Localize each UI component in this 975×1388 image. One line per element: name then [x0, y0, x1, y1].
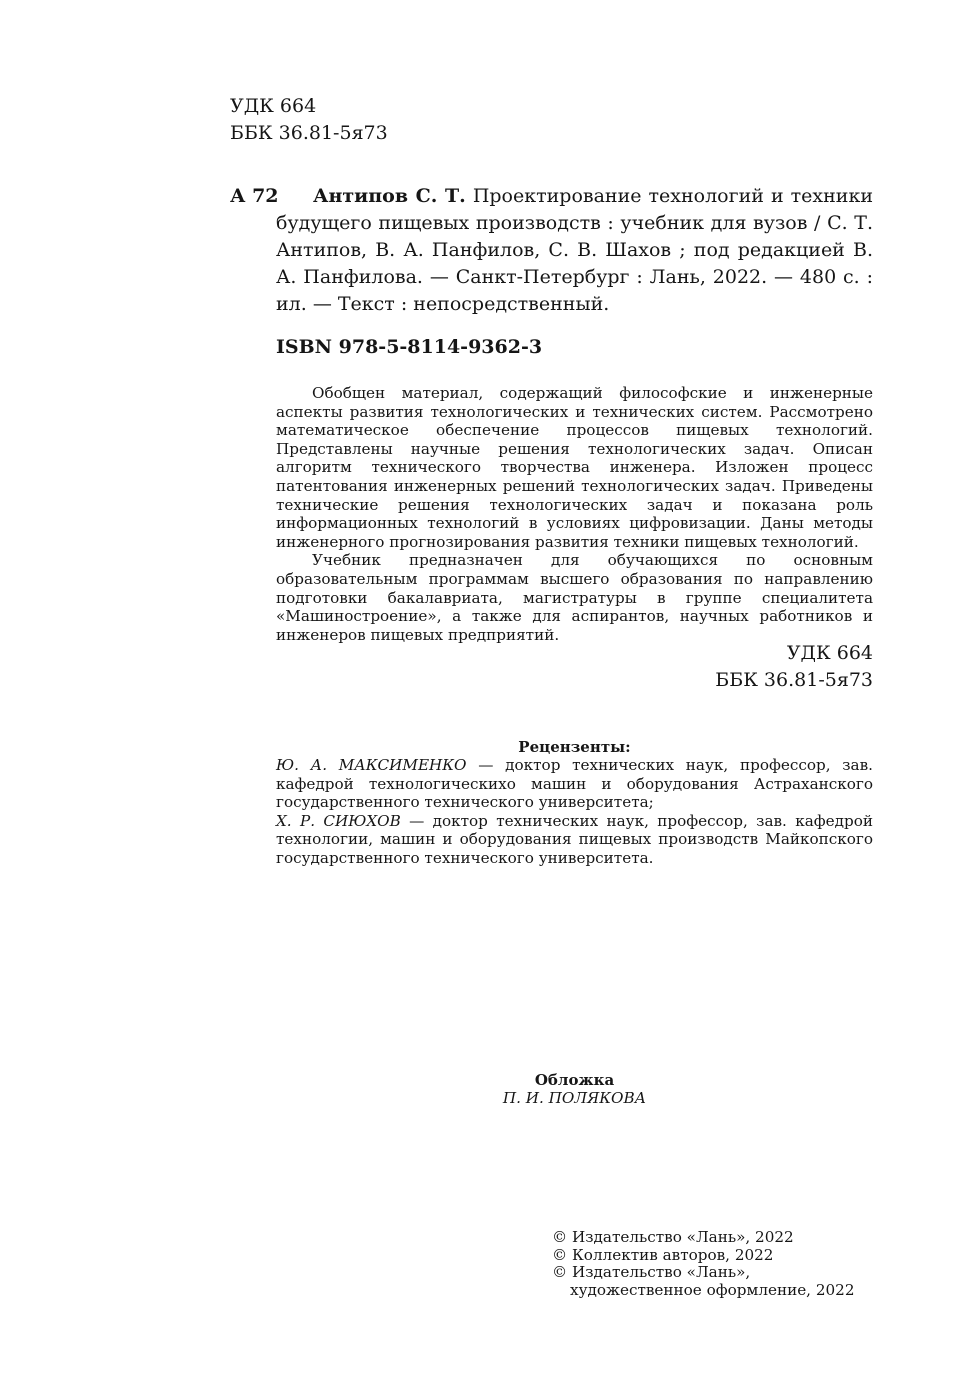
cover-designer: П. И. ПОЛЯКОВА [502, 1089, 647, 1107]
reviewer-details: — доктор технических наук, профессор, зав. кафедрой технологии, машин и оборудования пищевых производств Майкопского государственного технического университета. [276, 811, 873, 867]
annotation-paragraph-2: Учебник предназначен для обучающихся по основным образовательным программам высшего образования по направлению подготовки бакалавриата, магистратуры в группе специалитета «Машиностроение», а также для аспирантов, научных работников и инженеров пищевых предприятий. [276, 551, 873, 644]
copyright-line: © Издательство «Лань», [552, 1263, 751, 1282]
entry-description: Проектирование технологий и техники будущего пищевых производств : учебник для вузов / С. Т. Антипов, В. А. Панфилов, С. В. Шахов ; под редакцией В. А. Панфилова. — Санкт-Петербург : Лань, 2022. — 480 с. : ил. — Текст : непосредственный. [276, 185, 873, 315]
bibliographic-entry [276, 183, 873, 318]
reviewers-list [276, 756, 873, 868]
reviewers-title: Рецензенты: [518, 738, 631, 756]
bbk-code-bottom: ББК 36.81-5я73 [715, 669, 873, 691]
cover-title: Обложка [534, 1071, 615, 1089]
author-mark: А 72 [230, 185, 279, 207]
annotation [276, 384, 873, 644]
udk-code-bottom: УДК 664 [786, 642, 873, 664]
copyright-block [552, 1229, 855, 1299]
reviewer-name: Ю. А. МАКСИМЕНКО [276, 756, 467, 774]
entry-author: Антипов С. Т. [313, 185, 466, 207]
copyright-line: художественное оформление, 2022 [570, 1280, 855, 1299]
udk-code: УДК 664 [230, 95, 317, 117]
annotation-paragraph-1: Обобщен материал, содержащий философские и инженерные аспекты развития технологических и технических систем. Рассмотрено математическое обеспечение процессов пищевых технологий. Представлены научные решения технологических задач. Описан алгоритм технического творчества инженера. Изложен процесс патентования инженерных решений технологических задач. Приведены технические решения технологических задач и показана роль информационных технологий в условиях цифровизации. Даны методы инженерного прогнозирования развития техники пищевых технологий. [276, 384, 873, 551]
reviewer-item [276, 756, 873, 812]
bottom-classification [600, 640, 873, 694]
reviewer-details: — доктор технических наук, профессор, зав. кафедрой технологическихо машин и оборудования Астраханского государственного технического университета; [276, 756, 873, 812]
copyright-line: © Издательство «Лань», 2022 [552, 1228, 794, 1246]
copyright-line: © Коллектив авторов, 2022 [552, 1245, 774, 1264]
bbk-code: ББК 36.81-5я73 [230, 122, 388, 144]
isbn: ISBN 978-5-8114-9362-3 [276, 336, 543, 358]
reviewer-item [276, 812, 873, 868]
reviewer-name: Х. Р. СИЮХОВ [276, 811, 401, 830]
top-classification [230, 93, 388, 147]
